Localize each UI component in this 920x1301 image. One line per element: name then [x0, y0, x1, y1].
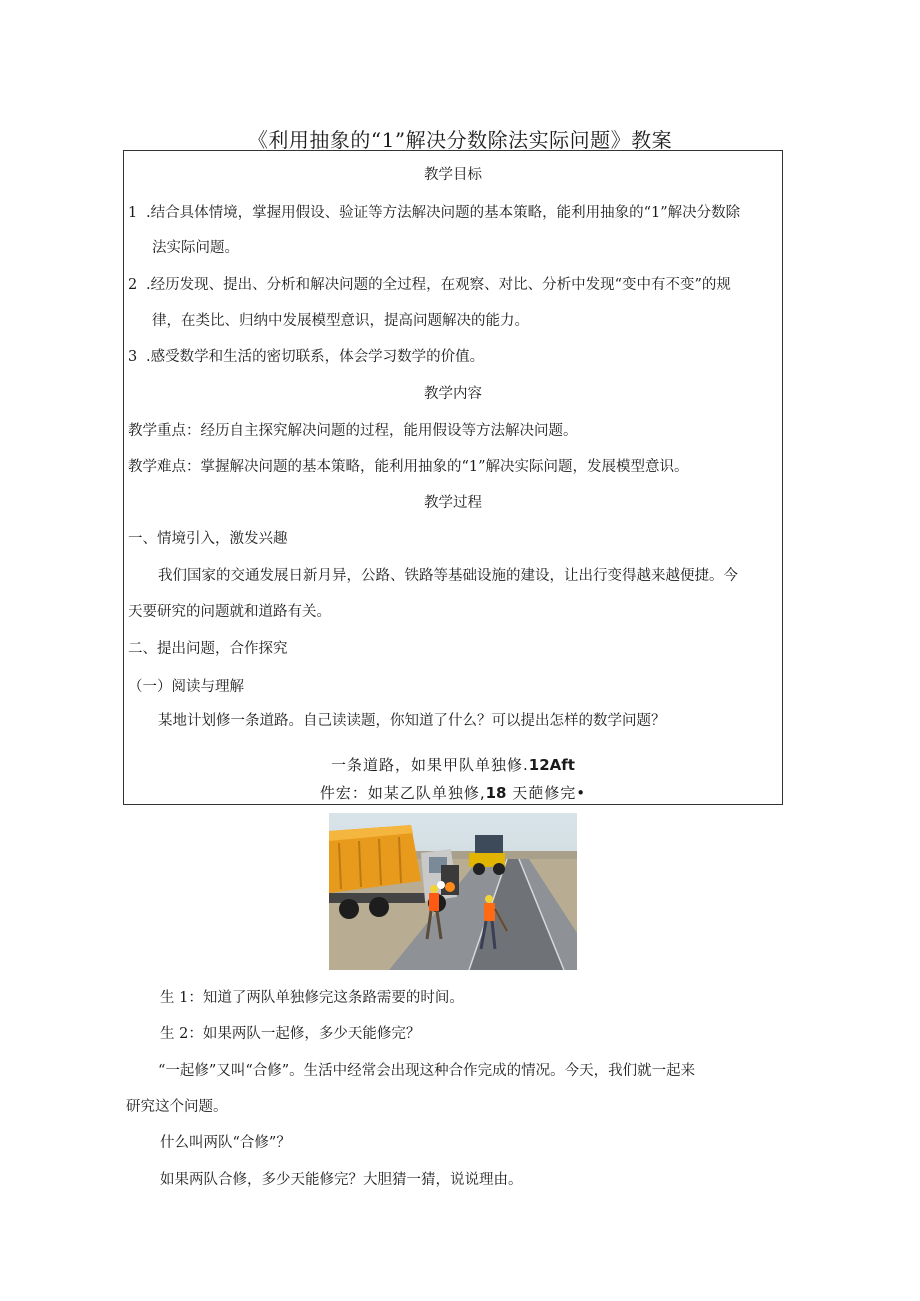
- page-title: 《利用抽象的“1”解决分数除法实际问题》教案: [247, 128, 673, 152]
- section-2-title: 二、提出问题，合作探究: [128, 641, 288, 657]
- problem-text-end: 天葩修完•: [512, 784, 587, 802]
- goal-number: 3: [128, 349, 138, 365]
- goal-text-cont: 律，在类比、归纳中发展模型意识，提高问题解决的能力。: [152, 313, 529, 329]
- road-construction-photo: [329, 813, 577, 970]
- key-point: 教学重点：经历自主探究解决问题的过程，能用假设等方法解决问题。: [128, 423, 578, 439]
- subsection-1-title: （一）阅读与理解: [128, 679, 244, 695]
- difficult-point: 教学难点：掌握解决问题的基本策略，能利用抽象的“1”解决实际问题，发展模型意识。: [128, 459, 689, 475]
- problem-value: 12Aft: [528, 756, 575, 774]
- content-heading: 教学内容: [424, 386, 482, 402]
- problem-value: 18: [485, 784, 507, 802]
- subsection-1-text: 某地计划修一条道路。自己读读题，你知道了什么？可以提出怎样的数学问题？: [158, 713, 666, 729]
- goal-number: 1: [128, 205, 138, 221]
- question-2: 如果两队合修，多少天能修完？大胆猜一猜，说说理由。: [160, 1172, 523, 1188]
- goal-text: .经历发现、提出、分析和解决问题的全过程，在观察、对比、分析中发现“变中有不变”的规: [146, 277, 731, 293]
- problem-text: 件宏：如某乙队单独修,: [319, 784, 486, 802]
- section-1-text-cont: 天要研究的问题就和道路有关。: [128, 604, 331, 620]
- goal-number: 2: [128, 277, 138, 293]
- goal-text: .感受数学和生活的密切联系，体会学习数学的价值。: [146, 349, 485, 365]
- paragraph-text: “一起修”又叫“合修”。生活中经常会出现这种合作完成的情况。今天，我们就一起来: [158, 1063, 696, 1079]
- process-heading: 教学过程: [424, 495, 482, 511]
- section-1-title: 一、情境引入，激发兴趣: [128, 531, 288, 547]
- student-1-answer: 生 1：知道了两队单独修完这条路需要的时间。: [160, 990, 464, 1006]
- lesson-plan-table: [123, 150, 783, 805]
- section-1-text: 我们国家的交通发展日新月异，公路、铁路等基础设施的建设，让出行变得越来越便捷。今: [158, 568, 738, 584]
- problem-text: 一条道路，如果甲队单独修.: [331, 756, 529, 774]
- road-construction-illustration: [329, 813, 577, 970]
- problem-image-line-2: [124, 783, 782, 803]
- question-1: 什么叫两队“合修”？: [160, 1135, 291, 1151]
- goals-heading: 教学目标: [424, 167, 482, 183]
- student-2-answer: 生 2：如果两队一起修，多少天能修完？: [160, 1026, 421, 1042]
- paragraph-text-cont: 研究这个问题。: [126, 1099, 228, 1115]
- goal-text: .结合具体情境，掌握用假设、验证等方法解决问题的基本策略，能利用抽象的“1”解决分数除: [146, 205, 741, 221]
- problem-image-line-1: [124, 755, 782, 775]
- goal-text-cont: 法实际问题。: [152, 240, 239, 256]
